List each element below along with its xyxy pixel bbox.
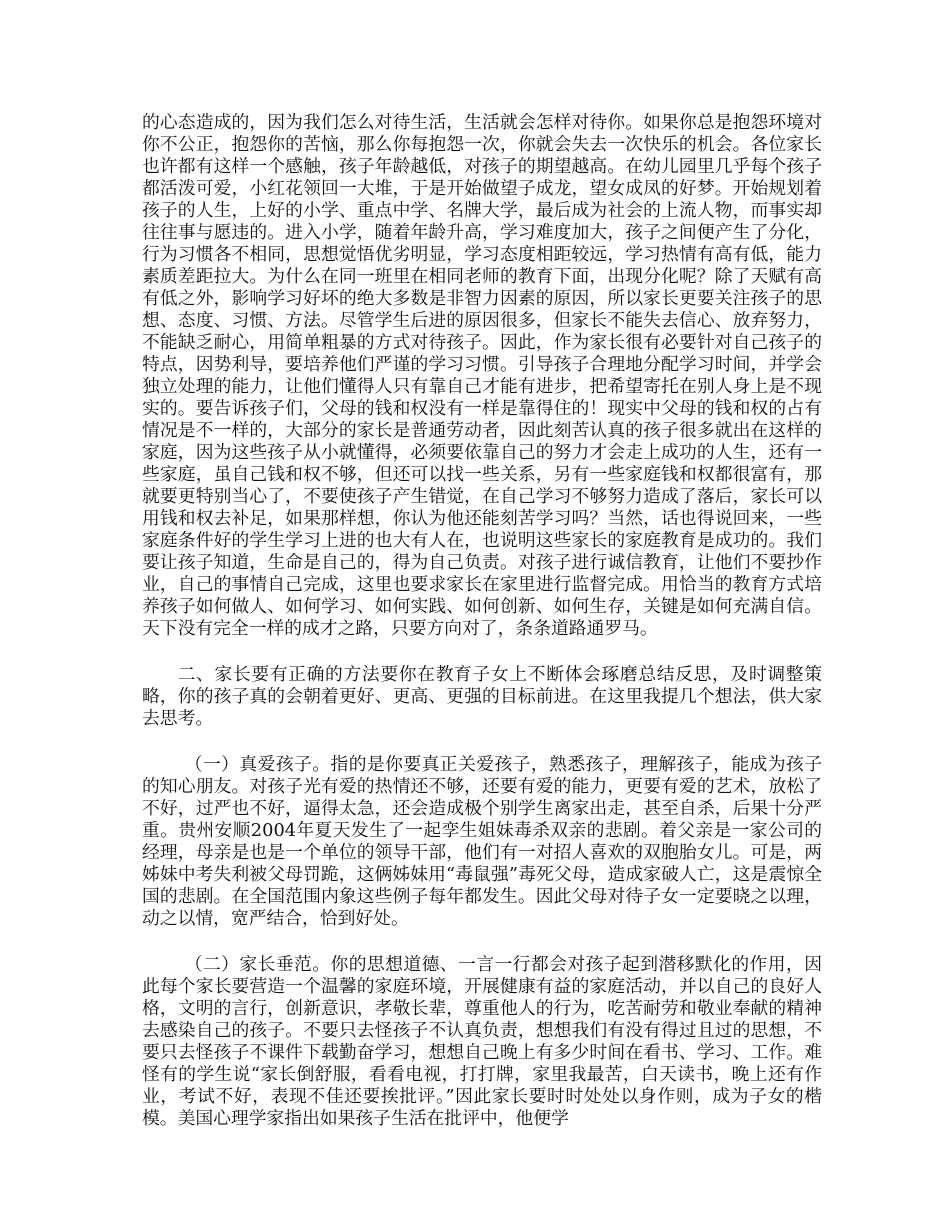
paragraph-2-section-heading: 二、家长要有正确的方法要你在教育子女上不断体会琢磨总结反思，及时调整策略，你的孩子真的会朝着更好、更高、更强的目标前进。在这里我提几个想法，供大家去思考。	[142, 664, 822, 729]
paragraph-spacer	[142, 930, 822, 954]
paragraph-1: 的心态造成的，因为我们怎么对待生活，生活就会怎样对待你。如果你总是抱怨环境对你不公正，抱怨你的苦恼，那么你每抱怨一次，你就会失去一次快乐的机会。各位家长也许都有这样一个感触，孩子年龄越低，对孩子的期望越高。在幼儿园里几乎每个孩子都活泼可爱，小红花领回一大堆，于是开始做望子成龙，望女成凤的好梦。开始规划着孩子的人生，上好的小学、重点中学、名牌大学，最后成为社会的上流人物，而事实却往往事与愿违的。进入小学，随着年龄升高，学习难度加大，孩子之间便产生了分化，行为习惯各不相同，思想觉悟优劣明显，学习态度相距较远，学习热情有高有低，能力素质差距拉大。为什么在同一班里在相同老师的教育下面，出现分化呢？除了天赋有高有低之外，影响学习好坏的绝大多数是非智力因素的原因，所以家长更要关注孩子的思想、态度、习惯、方法。尽管学生后进的原因很多，但家长不能失去信心、放弃努力，不能缺乏耐心，用简单粗暴的方式对待孩子。因此，作为家长很有必要针对自己孩子的特点，因势利导，要培养他们严谨的学习习惯。引导孩子合理地分配学习时间，并学会独立处理的能力，让他们懂得人只有靠自己才能有进步，把希望寄托在别人身上是不现实的。要告诉孩子们，父母的钱和权没有一样是靠得住的！现实中父母的钱和权的占有情况是不一样的，大部分的家长是普通劳动者，因此刻苦认真的孩子很多就出在这样的家庭，因为这些孩子从小就懂得，必须要依靠自己的努力才会走上成功的人生，还有一些家庭，虽自己钱和权不够，但还可以找一些关系，另有一些家庭钱和权都很富有，那就要更特别当心了，不要使孩子产生错觉，在自己学习不够努力造成了落后，家长可以用钱和权去补足，如果那样想，你认为他还能刻苦学习吗？当然，话也得说回来，一些家庭条件好的学生学习上进的也大有人在，也说明这些家长的家庭教育是成功的。我们要让孩子知道，生命是自己的，得为自己负责。对孩子进行诚信教育，让他们不要抄作业，自己的事情自己完成，这里也要求家长在家里进行监督完成。用恰当的教育方式培养孩子如何做人、如何学习、如何实践、如何创新、如何生存，关键是如何充满自信。天下没有完全一样的成才之路，只要方向对了，条条道路通罗马。	[142, 112, 822, 639]
paragraph-3-true-love: （一）真爱孩子。指的是你要真正关爱孩子，熟悉孩子，理解孩子，能成为孩子的知心朋友。对孩子光有爱的热情还不够，还要有爱的能力，更要有爱的艺术，放松了不好，过严也不好，逼得太急，还会造成极个别学生离家出走，甚至自杀，后果十分严重。贵州安顺2004年夏天发生了一起孪生姐妹毒杀双亲的悲剧。着父亲是一家公司的经理，母亲是也是一个单位的领导干部，他们有一对招人喜欢的双胞胎女儿。可是，两姊妹中考失利被父母罚跪，这俩姊妹用“毒鼠强”毒死父母，造成家破人亡，这是震惊全国的悲剧。在全国范围内象这些例子每年都发生。因此父母对待子女一定要晓之以理，动之以情，宽严结合，恰到好处。	[142, 754, 822, 929]
paragraph-spacer	[142, 640, 822, 664]
document-page	[142, 112, 822, 1130]
paragraph-spacer	[142, 730, 822, 754]
paragraph-4-parent-example: （二）家长垂范。你的思想道德、一言一行都会对孩子起到潜移默化的作用，因此每个家长要营造一个温馨的家庭环境，开展健康有益的家庭活动，并以自己的良好人格，文明的言行，创新意识，孝敬长辈，尊重他人的行为，吃苦耐劳和敬业奉献的精神去感染自己的孩子。不要只去怪孩子不认真负责，想想我们有没有得过且过的思想，不要只去怪孩子不课件下载勤奋学习，想想自己晚上有多少时间在看书、学习、工作。难怪有的学生说“家长倒舒服，看看电视，打打牌，家里我最苦，白天读书，晚上还有作业，考试不好，表现不佳还要挨批评。”因此家长要时时处处以身作则，成为子女的楷模。美国心理学家指出如果孩子生活在批评中，他便学	[142, 954, 822, 1129]
